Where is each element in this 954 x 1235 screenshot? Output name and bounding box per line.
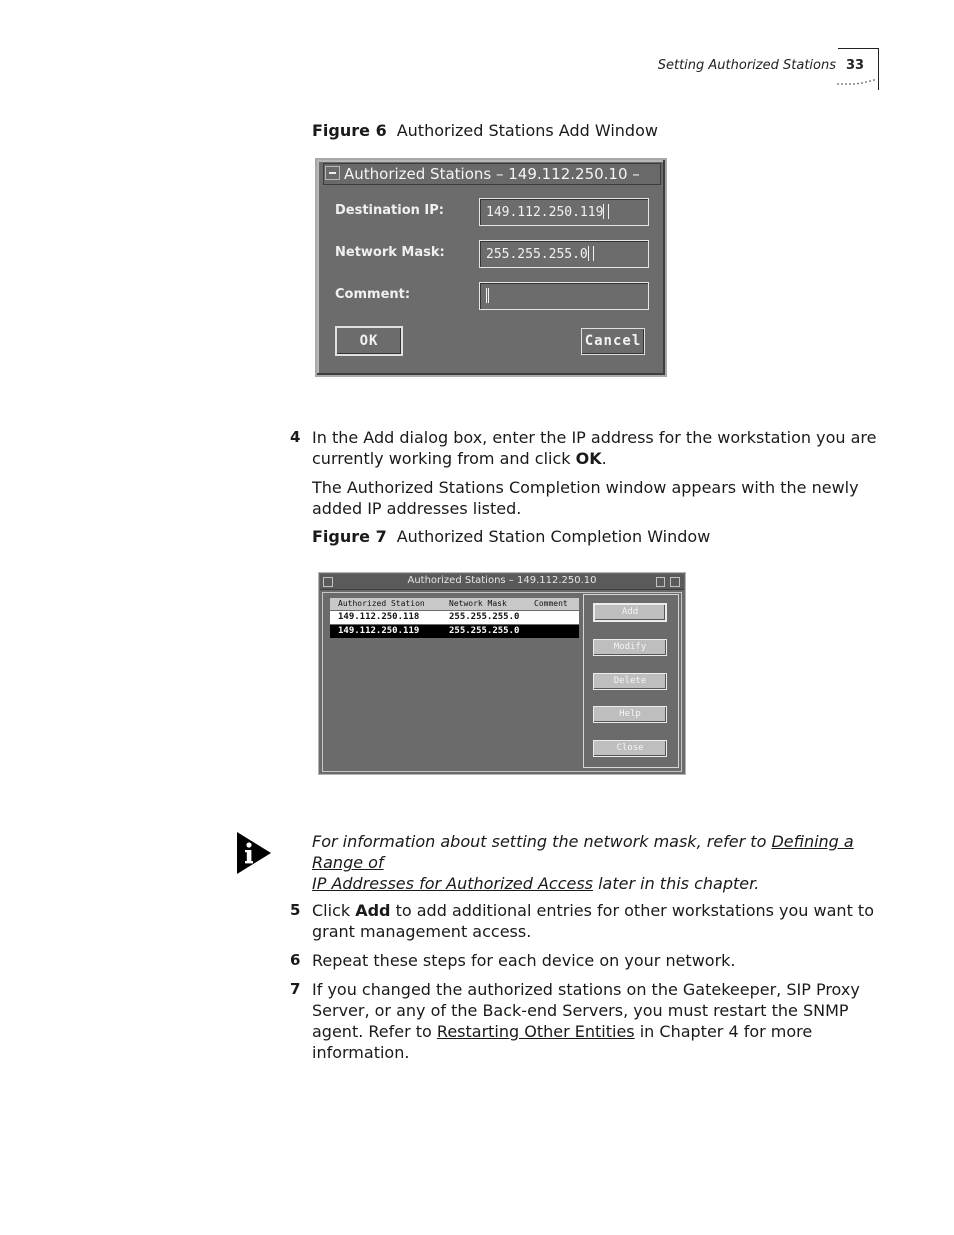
step5-text-after: to add additional entries for other workstations you want to grant management access.: [312, 901, 874, 941]
minimize-icon[interactable]: [656, 577, 665, 587]
running-header-title: Setting Authorized Stations: [657, 58, 836, 73]
figure7-title: Authorized Station Completion Window: [396, 527, 711, 546]
step5-bold: Add: [355, 901, 391, 920]
network-mask-field[interactable]: [479, 240, 649, 268]
note-text: [312, 831, 890, 894]
destination-ip-label: Destination IP:: [335, 203, 444, 218]
step5-text-before: Click: [312, 901, 356, 920]
column-header-station: Authorized Station: [338, 599, 425, 608]
network-mask-label: Network Mask:: [335, 245, 445, 260]
figure7-caption: [312, 527, 710, 546]
step4-text: [312, 427, 887, 469]
ok-button[interactable]: OK: [335, 326, 403, 356]
header-rule: [838, 48, 878, 49]
table-row-selected[interactable]: [330, 625, 579, 638]
step-number: 6: [290, 951, 301, 969]
text-cursor-icon: [486, 288, 489, 303]
step7-text-after: in Chapter 4 for more information.: [312, 1022, 813, 1062]
figure6-title: Authorized Stations Add Window: [396, 121, 658, 140]
window-menu-icon[interactable]: [325, 166, 340, 180]
note-text-after: later in this chapter.: [593, 874, 760, 893]
comment-label: Comment:: [335, 287, 411, 302]
step4-text-before: In the Add dialog box, enter the IP address for the workstation you are currently working from and click: [312, 428, 877, 468]
destination-ip-field[interactable]: [479, 198, 649, 226]
close-button[interactable]: Close: [593, 740, 667, 757]
destination-ip-value: 149.112.250.119: [486, 205, 604, 220]
note-arrow-icon: [237, 832, 271, 874]
page-number: 33: [846, 58, 865, 73]
figure7-label: Figure 7: [312, 527, 387, 546]
cell-station: 149.112.250.119: [338, 626, 420, 636]
step6-text: Repeat these steps for each device on your network.: [312, 951, 736, 970]
column-header-mask: Network Mask: [449, 599, 507, 608]
header-rule-vertical: [878, 48, 879, 90]
maximize-icon[interactable]: [670, 577, 680, 587]
dialog-title: Authorized Stations – 149.112.250.10 –: [344, 165, 640, 183]
step7-link[interactable]: Restarting Other Entities: [436, 1022, 635, 1041]
note-text-before: For information about setting the network mask, refer to: [312, 832, 772, 851]
step-number: 4: [290, 428, 301, 446]
modify-button[interactable]: Modify: [593, 639, 667, 656]
figure6-label: Figure 6: [312, 121, 387, 140]
text-cursor-icon: [588, 246, 594, 261]
step7-text-before: If you changed the authorized stations on the Gatekeeper, SIP Proxy Server, or any of the Back-end Servers, you must restart the SNMP agent. Refer to: [312, 980, 860, 1041]
help-button[interactable]: Help: [593, 706, 667, 723]
table-row[interactable]: [330, 611, 579, 624]
network-mask-value: 255.255.255.0: [486, 247, 588, 262]
step4-bold: OK: [575, 449, 602, 468]
table-header: [330, 598, 579, 610]
step4-text-after: .: [601, 449, 607, 468]
add-button[interactable]: Add: [593, 603, 667, 622]
step-number: 7: [290, 980, 301, 998]
cell-station: 149.112.250.118: [338, 612, 420, 622]
column-header-comment: Comment: [534, 599, 568, 608]
text-cursor-icon: [603, 204, 609, 219]
step4-followup: The Authorized Stations Completion window appears with the newly added IP addresses listed.: [312, 478, 859, 518]
note-link-range[interactable]: Defining a Range of: [312, 832, 854, 872]
step5-text: [312, 900, 887, 942]
window-title: Authorized Stations – 149.112.250.10: [407, 575, 597, 586]
step-number: 5: [290, 901, 301, 919]
cancel-button[interactable]: Cancel: [581, 328, 645, 355]
delete-button[interactable]: Delete: [593, 673, 667, 690]
header-dots-decoration: [836, 78, 878, 86]
comment-field[interactable]: [479, 282, 649, 310]
note-link-authorized-access[interactable]: IP Addresses for Authorized Access: [312, 874, 594, 893]
cell-mask: 255.255.255.0: [449, 612, 520, 622]
figure6-caption: [312, 121, 658, 140]
step7-text: [312, 979, 887, 1063]
cell-mask: 255.255.255.0: [449, 626, 520, 636]
